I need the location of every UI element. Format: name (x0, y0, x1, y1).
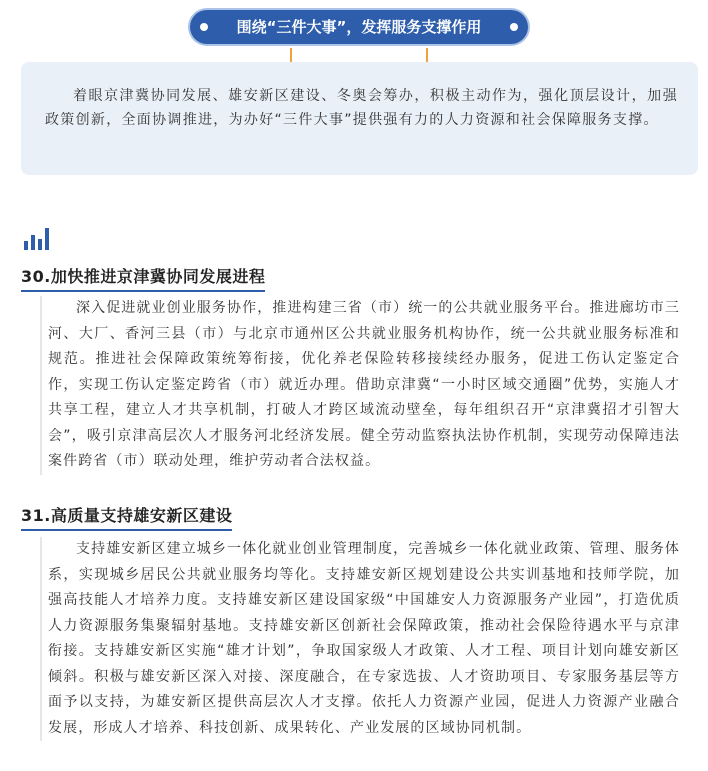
section-30-title (21, 264, 265, 292)
section-30-title-text: 30.加快推进京津冀协同发展进程 (21, 267, 266, 286)
banner-dot-right (510, 23, 518, 31)
section-31-title (21, 503, 232, 531)
section-31-paragraph: 支持雄安新区建立城乡一体化就业创业管理制度，完善城乡一体化就业政策、管理、服务体系，实现城乡居民公共就业服务均等化。支持雄安新区规划建设公共实训基地和技师学院，加强高技能人才培养力度。支持雄安新区建设国家级“中国雄安人力资源服务产业园”，打造优质人力资源服务集聚辐射基地。支持雄安新区创新社会保障政策，推动社会保险待遇水平与京津衔接。支持雄安新区实施“雄才计划”，争取国家级人才政策、人才工程、项目计划向雄安新区倾斜。积极与雄安新区深入对接、深度融合，在专家选拔、人才资助项目、专家服务基层等方面予以支持，为雄安新区提供高层次人才支撑。依托人力资源产业园，促进人力资源产业融合发展，形成人才培养、科技创新、成果转化、产业发展的区域协同机制。 (48, 541, 680, 736)
banner-title: 围绕“三件大事”，发挥服务支撑作用 (236, 18, 482, 36)
bar-chart-icon (24, 228, 54, 250)
section-31-body (40, 537, 680, 741)
section-30-body (40, 296, 680, 475)
topic-banner (190, 10, 528, 44)
section-30-underline (21, 290, 265, 292)
section-31-title-text: 31.高质量支持雄安新区建设 (21, 506, 233, 525)
section-30-paragraph: 深入促进就业创业服务协作，推进构建三省（市）统一的公共就业服务平台。推进廊坊市三河、大厂、香河三县（市）与北京市通州区公共就业服务机构协作，统一公共就业服务标准和规范。推进社会保障政策统筹衔接，优化养老保险转移接续经办服务，促进工伤认定鉴定合作，实现工伤认定鉴定跨省（市）就近办理。借助京津冀“一小时区域交通圈”优势，实施人才共享工程，建立人才共享机制，打破人才跨区域流动壁垒，每年组织召开“京津冀招才引智大会”，吸引京津高层次人才服务河北经济发展。健全劳动监察执法协作机制，实现劳动保障违法案件跨省（市）联动处理，维护劳动者合法权益。 (48, 300, 680, 469)
intro-box (21, 62, 698, 175)
section-31-underline (21, 529, 232, 531)
intro-text: 着眼京津冀协同发展、雄安新区建设、冬奥会筹办，积极主动作为，强化顶层设计，加强政策创新，全面协调推进，为办好“三件大事”提供强有力的人力资源和社会保障服务支撑。 (45, 88, 678, 128)
